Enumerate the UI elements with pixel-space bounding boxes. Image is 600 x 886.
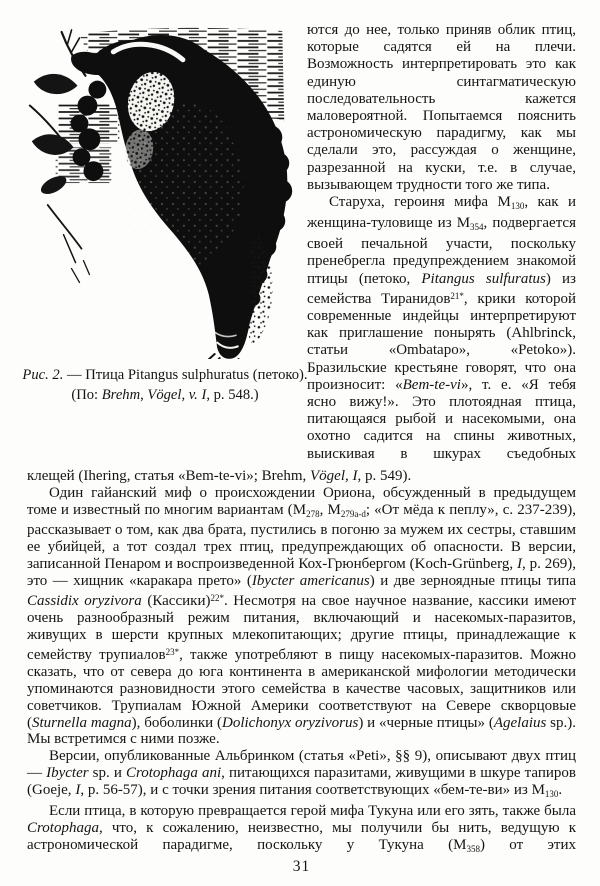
paragraph: Старуха, героиня мифа М130, как и женщина-туловище из М354, подвергается своей печальной участи, поскольку пренебрегла предупреждением знакомой птицы (петоко, Pitangus sulfuratus) из семейства Тиранидов$^{21*}$, крики которой современные индейцы интерпретируют как приглашение понырять (Ahlbrinck, статьи «Ombatapo», «Petoko»). Бразильские крестьяне говорят, что она произносит: «Bem-te-vi», т. е. «Я тебя ясно вижу!». Это плотоядная птица, питающаяся рыбой и насекомыми, она охотно садится на спины животных, выискивая в шкурах съедобных: [307, 194, 576, 462]
paragraph: Если птица, в которую превращается герой мифа Тукуна или его зять, также была Crotophaga, что, к сожалению, неизвестно, мы получили бы нить, ведущую к астрономической парадигме, поскольку у Тукуна (М358) от этих: [27, 802, 577, 854]
paragraph-continuation-from-previous-page: ются до нее, только приняв облик птиц, которые садятся ей на плечи. Возможность интерпретировать это как единую синтагматическую последовательность кажется маловероятной. Попытаемся пояснить астрономическую парадигму, как мы сделали это, рассуждая о женщине, разрезанной на куски, т.е. в случае, вызывающем трудности того же типа.: [307, 22, 576, 193]
bird-engraving-illustration: [27, 26, 299, 359]
paragraph: Версии, опубликованные Альбринком (статья «Peti», §§ 9), описывают двух птиц — Ibycter sp. и Crotophaga ani, питающихся паразитами, живущими в шкуре тапиров (Goeje, I, p. 56-57), и с точки зрения питания соответствующих «бем-те-ви» из М130.: [27, 748, 577, 800]
right-text-column: [307, 22, 576, 463]
paragraph-continuation-line: клещей (Ihering, статья «Bem-te-vi»; Brehm, Vögel, I, p. 549).: [27, 467, 412, 484]
page-number: 31: [292, 857, 311, 875]
figure-caption: Рис. 2. — Птица Pitangus sulphuratus (петоко). (По: Brehm, Vögel, v. I, p. 548.): [22, 367, 308, 403]
paragraph: Один гайанский миф о происхождении Ориона, обсужденный в предыдущем томе и известный по многим вариантам (М278, М279a-d; «От мёда к пеплу», с. 237-239), рассказывает о том, как два брата, пустились в погоню за мужем их сестры, ставшим ее убийцей, а тот создал трех птиц, предупреждающих об опасности. В версии, записанной Пенаром и воспроизведенной Кох-Грюнбергом (Koch-Grünberg, I, p. 269), это — хищник «каракара прето» (Ibycter americanus) и две зерноядные птицы типа Cassidix oryzivora (Кассики)$^{22*}$. Несмотря на свое научное название, кассики имеют очень разнообразный режим питания, включающий и насекомых-паразитов, живущих в шерсти крупных млекопитающих; другие птицы, принадлежащие к семейству трупиалов$^{23*}$, также употребляют в пищу насекомых-паразитов. Можно сказать, что от севера до юга континента в американской мифологии методически упоминаются разновидности этого семейства в качестве часовых, защитников или советчиков. Трупиалам Южной Америки соответствуют на Севере скворцовые (Sturnella magna), боболинки (Dolichonyx oryzivorus) и «черные птицы» (Agelaius sp.). Мы встретимся с ними позже.: [27, 484, 576, 748]
main-text-block: [27, 468, 576, 858]
figure: [22, 22, 308, 463]
top-section: [22, 22, 576, 463]
